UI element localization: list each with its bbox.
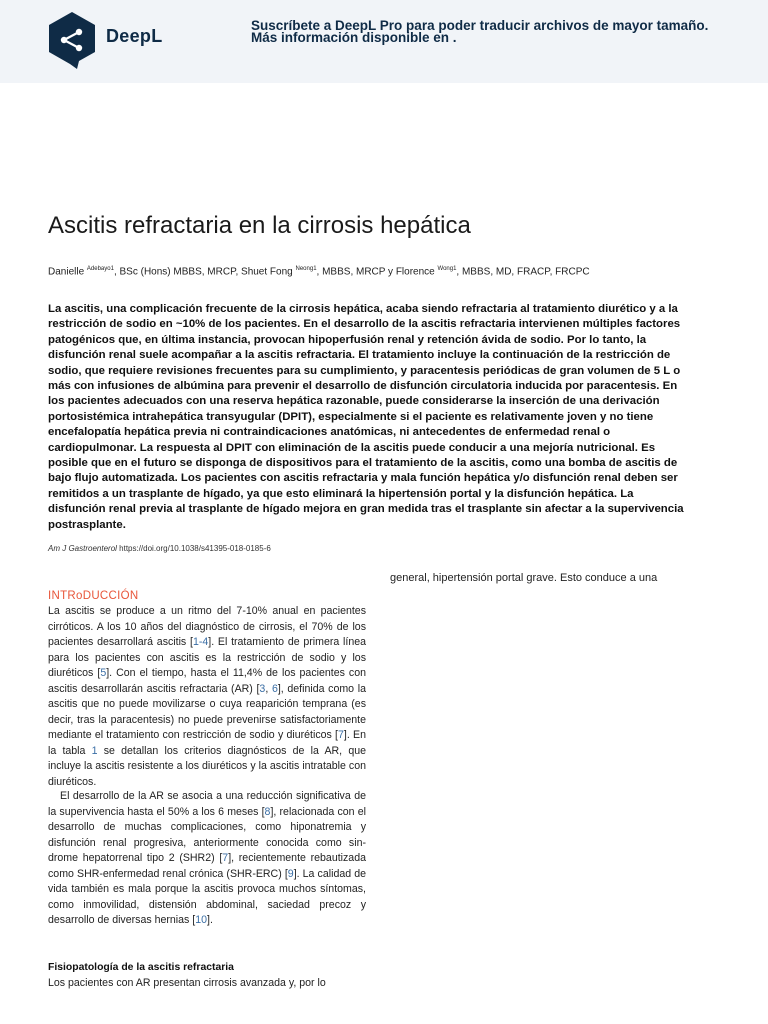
- reference-link[interactable]: 9: [287, 867, 294, 880]
- deepl-logo-icon[interactable]: [46, 10, 98, 70]
- reference-link[interactable]: 5: [100, 667, 107, 679]
- subheading-pathophysiology: Fisiopatología de la ascitis refractaria: [48, 962, 234, 973]
- author-2-affiliation: Neong1: [295, 266, 317, 272]
- article-title: Ascitis refractaria en la cirrosis hepática: [48, 212, 471, 239]
- table-link[interactable]: 1: [91, 744, 98, 757]
- author-3-degrees: , MBBS, MD, FRACP, FRCPC: [456, 266, 590, 278]
- intro-paragraph-1: La ascitis se produce a un ritmo del 7-10% anual en pacientes cirróticos. A los 10 años del diagnóstico de cirrosis, el 70% de los pacientes desarrollará ascitis [1-4]. El tratamiento de primera línea para los pacientes con ascitis es la restricción de sodio y los diuréticos [5]. Con el tiempo, hasta el 11,4% de los pacientes con ascitis desarrollarán ascitis refractaria (AR) [3, 6], definida como la ascitis que no puede movilizarse o cuya reaparición temprana (es decir, tras la paracentesis) no puede prevenirse satisfactoriamente mediante el tratamiento con restricción de sodio y diuréticos [7]. En la tabla 1 se detallan los criterios diagnósticos de la AR, que incluye la ascitis resistente a los diuréticos y la ascitis intratable con diuréticos.: [48, 605, 366, 788]
- author-1-name: Danielle: [48, 266, 85, 278]
- reference-link[interactable]: 6: [271, 682, 278, 695]
- right-column-text: general, hipertensión portal grave. Esto conduce a una: [390, 572, 658, 584]
- reference-link[interactable]: 7: [338, 729, 344, 741]
- promo-banner: [0, 0, 768, 83]
- author-1-degrees: , BSc (Hons) MBBS, MRCP, Shuet Fong: [113, 266, 293, 278]
- citation-doi[interactable]: https://doi.org/10.1038/s41395-018-0185-6: [116, 544, 271, 553]
- author-list: [48, 266, 590, 277]
- reference-link[interactable]: 10: [195, 914, 208, 926]
- reference-link[interactable]: 7: [222, 852, 229, 864]
- reference-link[interactable]: 8: [264, 805, 271, 818]
- banner-message-line1: Suscríbete a DeepL Pro para poder traducir archivos de mayor tamaño.: [251, 18, 709, 33]
- deepl-logo-text[interactable]: DeepL: [106, 26, 163, 46]
- banner-message-line2[interactable]: Más información disponible en .: [251, 30, 457, 45]
- pathophysiology-paragraph: Los pacientes con AR presentan cirrosis avanzada y, por lo: [48, 977, 326, 989]
- citation-journal: Am J Gastroenterol: [48, 544, 117, 553]
- author-2-degrees: , MBBS, MRCP y Florence: [316, 266, 435, 278]
- citation: [48, 544, 271, 553]
- reference-link[interactable]: 1-4: [192, 636, 209, 648]
- intro-paragraph-2: El desarrollo de la AR se asocia a una reducción significativa de la supervivencia hasta el 50% a los 6 meses [8], relacionada con el desarrollo de muchas complicaciones, como hiponatremia y disfunción renal progresiva, anteriormente conocida como sin- drome hepatorrenal tipo 2 (SHR2) [7], recientemente rebautizada como SHR-enfermedad renal crónica (SHR-ERC) [9]. La calidad de vida también es mala porque la ascitis provoca muchos síntomas, como inmovilidad, distensión abdominal, saciedad precoz y desarrollo de diversas hernias [10].: [48, 790, 366, 926]
- section-heading-introduction: INTRoDUCCIÓN: [48, 590, 139, 602]
- author-1-affiliation: Adebayo1: [86, 266, 114, 272]
- abstract: La ascitis, una complicación frecuente de la cirrosis hepática, acaba siendo refractaria al tratamiento diurético y a la restricción de sodio en ~10% de los pacientes. En el desarrollo de la ascitis refractaria intervienen múltiples factores patogénicos que, en última instancia, provocan hipoperfusión renal y retención ávida de sodio. Por lo tanto, la disfunción renal suele acompañar a la ascitis refractaria. El tratamiento incluye la continuación de la restricción de sodio, que requiere revisiones frecuentes para su cumplimiento, y paracentesis periódicas de gran volumen de 5 L o más con infusiones de albúmina para prevenir el desarrollo de disfunción circulatoria inducida por paracentesis. En los pacientes adecuados con una reserva hepática razonable, puede considerarse la inserción de una derivación portosistémica intrahepática transyugular (DPIT), especialmente si el paciente es relativamente joven y no tiene encefalopatía hepática previa ni contraindicaciones anatómicas, ni antecedentes de enfermedad renal o cardiopulmonar. La respuesta al DPIT con eliminación de la ascitis puede conducir a una mejoría nutricional. Es posible que en el futuro se disponga de dispositivos para el tratamiento de la ascitis, como una bomba de ascitis de bajo flujo automatizada. Los pacientes con ascitis refractaria y mala función hepática y/o disfunción renal deben ser remitidos a un trasplante de hígado, ya que esto eliminará la hipertensión portal y la disfunción hepática. La disfunción renal previa al trasplante de hígado mejora en gran medida tras el trasplante sin afectar a la supervivencia postrasplante.: [48, 303, 684, 531]
- reference-link[interactable]: 3: [259, 682, 266, 695]
- author-3-affiliation: Wong1: [437, 266, 457, 272]
- banner-message: [251, 18, 731, 46]
